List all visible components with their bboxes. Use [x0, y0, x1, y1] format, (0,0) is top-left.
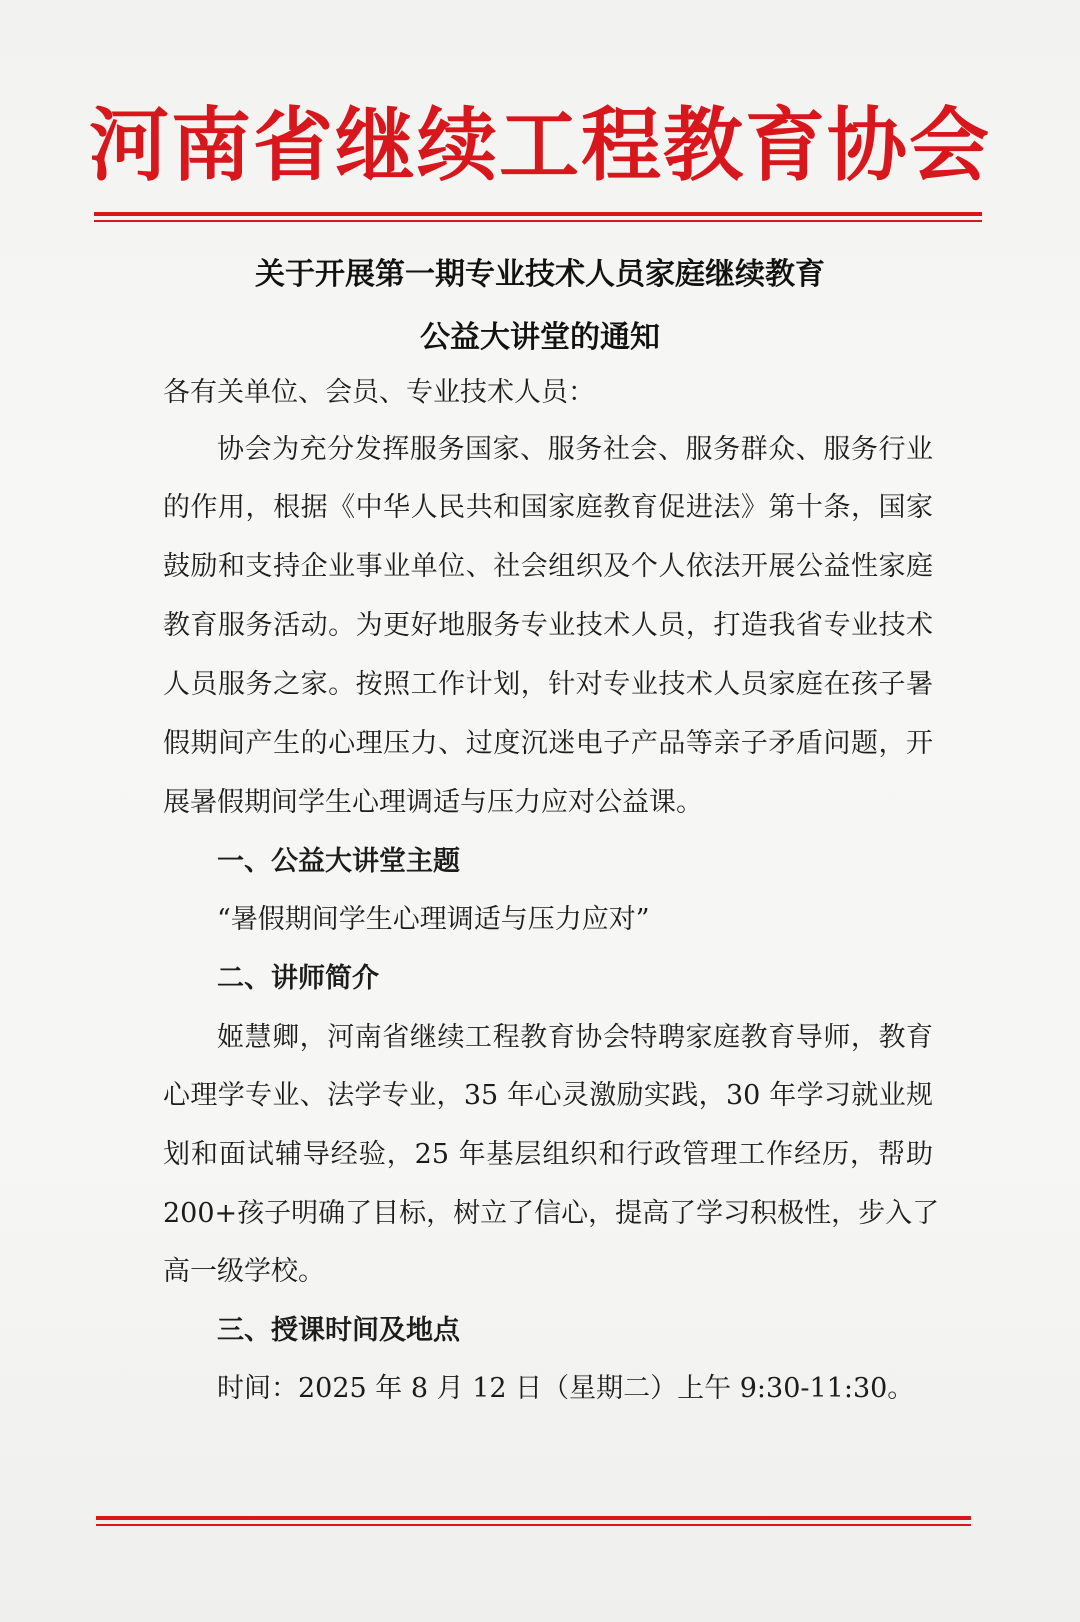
footer-red-rule — [96, 1516, 971, 1526]
rule-thick-line — [96, 1516, 971, 1520]
lecturer-intro-line: 心理学专业、法学专业，35 年心灵激励实践，30 年学习就业规 — [163, 1080, 933, 1111]
section-1-heading: 一、公益大讲堂主题 — [217, 846, 460, 877]
section-3-heading: 三、授课时间及地点 — [217, 1315, 460, 1346]
salutation: 各有关单位、会员、专业技术人员： — [163, 377, 595, 408]
notice-title-line-2: 公益大讲堂的通知 — [420, 320, 660, 355]
lecturer-intro-line: 200+孩子明确了目标，树立了信心，提高了学习积极性，步入了 — [163, 1198, 940, 1229]
notice-title-line-1: 关于开展第一期专业技术人员家庭继续教育 — [255, 257, 825, 292]
lecture-time: 时间：2025 年 8 月 12 日（星期二）上午 9:30-11:30。 — [217, 1373, 915, 1404]
intro-line: 的作用，根据《中华人民共和国家庭教育促进法》第十条，国家 — [163, 492, 933, 523]
rule-thin-line — [94, 220, 982, 222]
section-2-heading: 二、讲师简介 — [217, 963, 379, 994]
lecturer-intro-line: 划和面试辅导经验，25 年基层组织和行政管理工作经历，帮助 — [163, 1139, 933, 1170]
lecturer-intro-line: 高一级学校。 — [163, 1256, 325, 1287]
letterhead-red-rule — [94, 212, 982, 222]
rule-thin-line — [96, 1524, 971, 1526]
intro-line: 鼓励和支持企业事业单位、社会组织及个人依法开展公益性家庭 — [163, 551, 933, 582]
lecturer-intro-line: 姬慧卿，河南省继续工程教育协会特聘家庭教育导师，教育 — [217, 1022, 933, 1053]
letterhead-org-name: 河南省继续工程教育协会 — [89, 98, 991, 192]
rule-thick-line — [94, 212, 982, 216]
intro-line: 展暑假期间学生心理调适与压力应对公益课。 — [163, 787, 703, 818]
intro-line: 人员服务之家。按照工作计划，针对专业技术人员家庭在孩子暑 — [163, 669, 933, 700]
section-1-theme: “暑假期间学生心理调适与压力应对” — [217, 904, 650, 935]
intro-line: 假期间产生的心理压力、过度沉迷电子产品等亲子矛盾问题，开 — [163, 728, 933, 759]
intro-line: 协会为充分发挥服务国家、服务社会、服务群众、服务行业 — [217, 434, 933, 465]
intro-line: 教育服务活动。为更好地服务专业技术人员，打造我省专业技术 — [163, 610, 933, 641]
